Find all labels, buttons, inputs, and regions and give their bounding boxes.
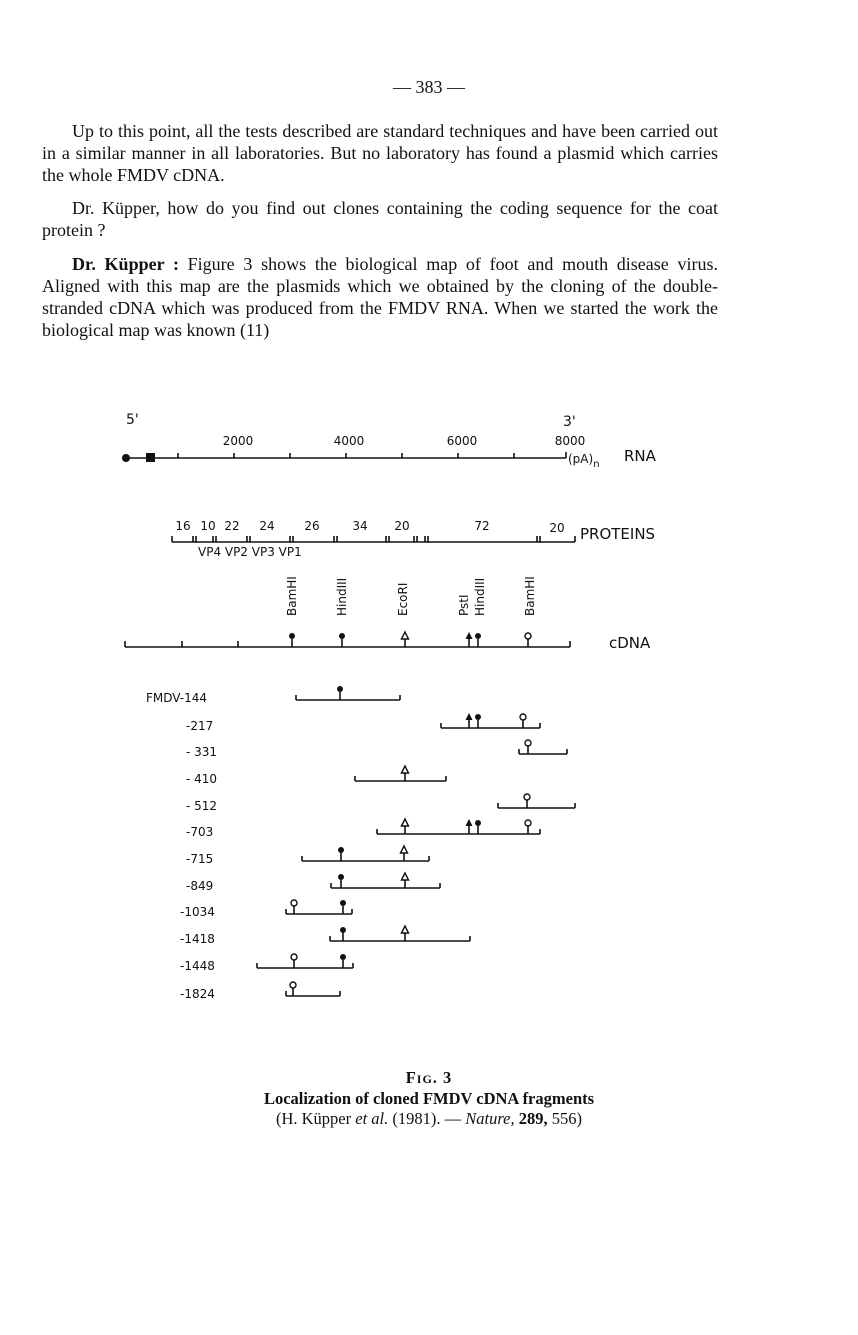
ecori-site-marker — [401, 846, 408, 853]
clone-fragment-bar — [331, 873, 440, 888]
paragraph-2 — [42, 197, 718, 241]
cdna-site-marker — [475, 633, 481, 647]
restriction-site-label: HindIII — [473, 577, 487, 616]
hindiii-site-marker — [340, 927, 346, 933]
bamhi-site-marker — [291, 954, 297, 960]
paragraph-3-text — [42, 253, 718, 341]
rna-tick-label: 4000 — [333, 434, 365, 448]
protein-size-label: 34 — [352, 519, 368, 533]
bamhi-site-marker — [291, 900, 297, 906]
rna-tick-label: 6000 — [446, 434, 478, 448]
clone-fragment-bar — [519, 740, 567, 754]
clone-label: - 410 — [186, 772, 218, 786]
restriction-site-label: PstI — [457, 594, 471, 616]
clone-fragment-bar — [286, 900, 352, 914]
clone-label: -703 — [186, 825, 214, 839]
fmdv-cdna-map-figure — [0, 390, 858, 1030]
protein-size-label: 20 — [394, 519, 410, 533]
paragraph-3-body: Figure 3 shows the biological map of foot and mouth disease virus. Aligned with this map are the plasmids which we obtained by the cloning of the double-stranded cDNA which was produced from the FMDV RNA. When we started the work the biological map was known (11) — [42, 254, 718, 340]
clone-label: -1418 — [180, 932, 215, 946]
cdna-site-marker — [466, 632, 473, 647]
hindiii-site-marker — [475, 820, 481, 826]
paragraph-3 — [42, 253, 718, 341]
three-prime-label: 3' — [563, 414, 576, 430]
clone-label: - 331 — [186, 745, 218, 759]
psti-site-marker — [466, 819, 473, 826]
paragraph-1 — [42, 120, 718, 186]
clone-label: -849 — [186, 879, 214, 893]
protein-size-label: 24 — [259, 519, 275, 533]
bamhi-site-marker — [524, 794, 530, 800]
cdna-site-marker — [402, 632, 409, 647]
ecori-site-marker — [402, 632, 409, 639]
protein-size-label: 16 — [175, 519, 191, 533]
clone-fragment-bar — [330, 926, 470, 941]
clone-label: -1448 — [180, 959, 215, 973]
hindiii-site-marker — [340, 900, 346, 906]
ecori-site-marker — [402, 926, 409, 933]
bamhi-site-marker — [525, 740, 531, 746]
clone-label: FMDV-144 — [146, 691, 208, 705]
bamhi-site-marker — [520, 714, 526, 720]
clone-label: -1824 — [180, 987, 215, 1001]
rna-label: RNA — [624, 447, 656, 465]
restriction-site-label: HindIII — [335, 577, 349, 616]
speaker-name: Dr. Küpper : — [72, 254, 179, 274]
paragraph-2-text: Dr. Küpper, how do you find out clones containing the coding sequence for the coat protein ? — [42, 198, 718, 240]
rna-tick-label: 8000 — [554, 434, 586, 448]
clone-fragment-bar — [377, 819, 540, 834]
clone-fragment-bar — [286, 982, 340, 996]
clone-label: -217 — [186, 719, 214, 733]
ecori-site-marker — [402, 819, 409, 826]
clone-label: -715 — [186, 852, 214, 866]
paragraph-1-text: Up to this point, all the tests described are standard techniques and have been carried out in a similar manner in all laboratories. But no laboratory has found a plasmid which carries the whole FMDV cDNA. — [42, 121, 718, 185]
protein-size-label: 10 — [200, 519, 216, 533]
clone-fragment-bar — [498, 794, 575, 808]
hindiii-site-marker — [340, 954, 346, 960]
proteins-label: PROTEINS — [580, 525, 656, 543]
hindiii-site-marker — [338, 874, 344, 880]
ecori-site-marker — [402, 766, 409, 773]
clone-fragment-bar — [355, 766, 446, 781]
protein-names-label: VP4 VP2 VP3 VP1 — [198, 545, 302, 559]
bamhi-site-marker — [525, 633, 531, 639]
protein-segments — [172, 536, 575, 542]
clone-fragment-bar — [441, 713, 540, 728]
protein-size-label: 22 — [224, 519, 240, 533]
site-markers — [289, 632, 531, 647]
hindiii-site-marker — [339, 633, 345, 639]
cdna-site-marker — [339, 633, 345, 647]
protein-size-label: 20 — [549, 521, 565, 535]
ecori-site-marker — [402, 873, 409, 880]
hindiii-site-marker — [289, 633, 295, 639]
psti-site-marker — [466, 713, 473, 720]
figure-label: Fig. 3 — [405, 1068, 453, 1087]
hindiii-site-marker — [338, 847, 344, 853]
clone-label: -1034 — [180, 905, 215, 919]
protein-size-label: 26 — [304, 519, 320, 533]
page-number: — 383 — — [393, 77, 465, 97]
hindiii-site-marker — [475, 633, 481, 639]
clone-fragment-bar — [302, 846, 429, 861]
hindiii-site-marker — [475, 714, 481, 720]
cdna-site-marker — [525, 633, 531, 647]
poly-a-label: $(pA)_n$ — [568, 452, 600, 470]
clone-label: - 512 — [186, 799, 218, 813]
bamhi-site-marker — [290, 982, 296, 988]
bamhi-site-marker — [525, 820, 531, 826]
hindiii-site-marker — [337, 686, 343, 692]
cdna-label: cDNA — [609, 634, 651, 652]
restriction-site-label: EcoRI — [396, 582, 410, 616]
figure-title: Localization of cloned FMDV cDNA fragments — [263, 1089, 595, 1108]
clone-fragment-bar — [296, 686, 400, 700]
restriction-site-label: BamHI — [285, 576, 299, 616]
restriction-site-label: BamHI — [523, 576, 537, 616]
clone-bars — [257, 686, 575, 996]
rna-tick-label: 2000 — [222, 434, 254, 448]
clone-fragment-bar — [257, 954, 353, 968]
cdna-site-marker — [289, 633, 295, 647]
five-prime-label: 5' — [126, 412, 139, 428]
protein-size-label: 72 — [474, 519, 490, 533]
figure-reference: (H. Küpper et al. (1981). — Nature, 289, 556) — [275, 1109, 582, 1128]
psti-site-marker — [466, 632, 473, 639]
